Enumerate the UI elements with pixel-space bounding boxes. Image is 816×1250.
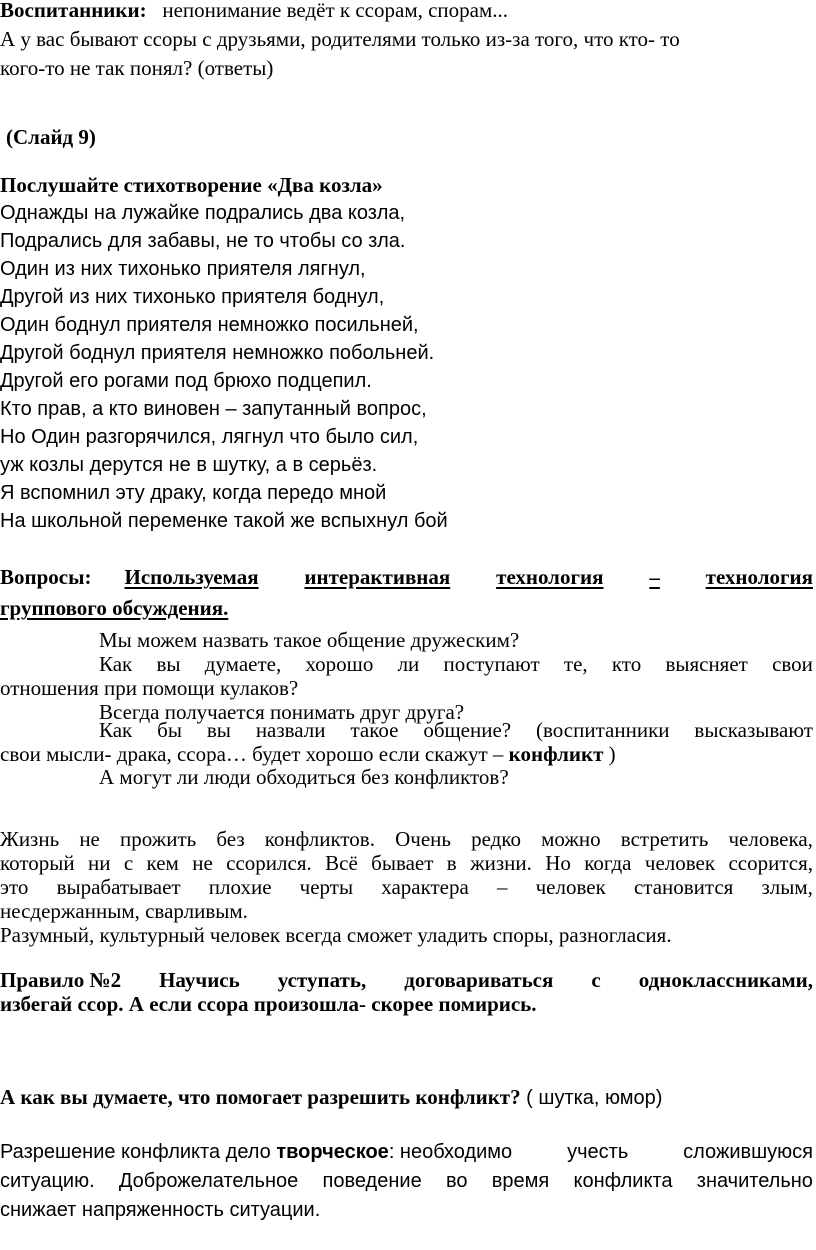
paragraph-line4: несдержанным, сварливым. [0,899,248,923]
paragraph-line2: который ни с кем не ссорился. Всё бывает в жизни. Но когда человек ссорится, [0,851,813,875]
question-1: Мы можем назвать такое общение дружеским? [99,628,520,652]
intro-label: Воспитанники: [0,0,147,22]
intro-question-line1: А у вас бывают ссоры с друзьями, родителями только из-за того, что кто- то [0,27,680,51]
question-2-line2: отношения при помощи кулаков? [0,676,299,700]
technology-line: Используемая интерактивная технология – технология [124,565,813,589]
intro-text: непонимание ведёт к ссорам, спорам... [162,0,509,22]
poem-line: Я вспомнил эту драку, когда передо мной [0,482,387,504]
poem-line: На школьной переменке такой же вспыхнул бой [0,510,448,532]
creative-term: творческое [276,1141,389,1163]
poem-line: Кто прав, а кто виновен – запутанный вопрос, [0,398,427,420]
technology-line2: группового обсуждения. [0,596,229,620]
poem-line: Подрались для забавы, не то чтобы со зла. [0,230,406,252]
resolution-line2: ситуацию. Доброжелательное поведение во время конфликта значительно [0,1170,813,1192]
poem-line: уж козлы дерутся не в шутку, а в серьёз. [0,454,378,476]
poem-line: Другой боднул приятеля немножко побольней. [0,342,435,364]
conflict-term: конфликт [508,742,604,766]
poem-line: Однажды на лужайке подрались два козла, [0,202,406,224]
slide-label: (Слайд 9) [6,125,96,149]
paragraph-line5: Разумный, культурный человек всегда сможет уладить споры, разногласия. [0,923,672,947]
paragraph-line1: Жизнь не прожить без конфликтов. Очень редко можно встретить человека, [0,827,813,851]
closing-answer: ( шутка, юмор) [520,1087,663,1109]
closing-question: А как вы думаете, что помогает разрешить конфликт? ( шутка, юмор) [0,1085,663,1109]
intro-question-line2: кого-то не так понял? (ответы) [0,56,274,80]
question-2-line1: Как вы думаете, хорошо ли поступают те, кто выясняет свои [99,652,813,676]
poem-heading: Послушайте стихотворение «Два козла» [0,173,383,197]
question-5: А могут ли люди обходиться без конфликтов? [99,765,509,789]
question-3: Всегда получается понимать друг друга? [99,700,465,724]
intro-line [0,0,508,23]
rule-line1: Правило №2 Научись уступать, договариваться с одноклассниками, [0,968,813,992]
paragraph-line3: это вырабатывает плохие черты характера – человек становится злым, [0,875,813,899]
question-4-line1: Как бы вы назвали такое общение? (воспитанники высказывают [99,718,813,742]
resolution-line3: снижает напряженность ситуации. [0,1199,321,1221]
poem-line: Один из них тихонько приятеля лягнул, [0,258,366,280]
poem-line: Один боднул приятеля немножко посильней, [0,314,419,336]
resolution-line1: Разрешение конфликта дело творческое: необходимо учесть сложившуюся [0,1141,813,1163]
poem-line: Другой из них тихонько приятеля боднул, [0,286,385,308]
poem-line: Но Один разгорячился, лягнул что было сил, [0,426,419,448]
question-4-line2: свои мысли- драка, ссора… будет хорошо если скажут – конфликт ) [0,742,616,766]
rule-label: Правило №2 [0,968,122,992]
poem-line: Другой его рогами под брюхо подцепил. [0,370,372,392]
questions-heading [0,565,813,590]
questions-label: Вопросы: [0,565,92,589]
rule-line2: избегай ссор. А если ссора произошла- скорее помирись. [0,992,537,1016]
